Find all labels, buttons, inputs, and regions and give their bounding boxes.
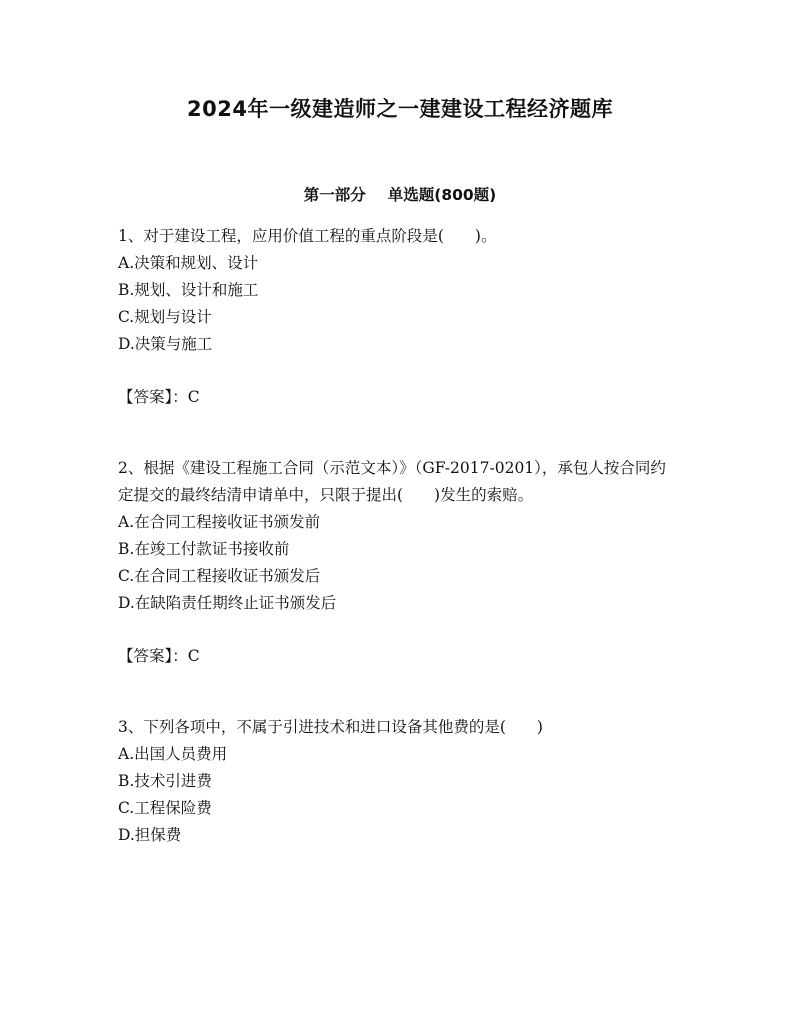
answer-text: 【答案】：C bbox=[118, 388, 200, 406]
page-title: 2024年一级建造师之一建建设工程经济题库 bbox=[187, 97, 613, 121]
option-c: C.规划与设计 bbox=[118, 308, 212, 326]
section-part-label: 第一部分 bbox=[303, 186, 366, 204]
question-item bbox=[118, 455, 678, 670]
option-d: D.在缺陷责任期终止证书颁发后 bbox=[118, 594, 337, 612]
option-list bbox=[118, 741, 678, 849]
question-item bbox=[118, 714, 678, 849]
question-item bbox=[118, 223, 678, 411]
answer-text: 【答案】：C bbox=[118, 647, 200, 665]
option-a: A.决策和规划、设计 bbox=[118, 254, 259, 272]
question-stem: 2、根据《建设工程施工合同（示范文本）》（GF-2017-0201），承包人按合同约定提交的最终结清申请单中，只限于提出( )发生的索赔。 bbox=[118, 459, 666, 504]
option-d: D.担保费 bbox=[118, 826, 182, 844]
option-b: B.规划、设计和施工 bbox=[118, 281, 259, 299]
question-stem: 3、下列各项中，不属于引进技术和进口设备其他费的是( ) bbox=[118, 718, 543, 736]
question-stem: 1、对于建设工程，应用价值工程的重点阶段是( )。 bbox=[118, 227, 497, 245]
option-d: D.决策与施工 bbox=[118, 335, 213, 353]
option-c: C.工程保险费 bbox=[118, 799, 212, 817]
option-a: A.出国人员费用 bbox=[118, 745, 228, 763]
section-heading: 单选题(800题) bbox=[387, 186, 497, 204]
section-title bbox=[0, 183, 800, 207]
question-list bbox=[118, 223, 678, 849]
option-b: B.在竣工付款证书接收前 bbox=[118, 540, 290, 558]
option-list bbox=[118, 509, 678, 617]
option-b: B.技术引进费 bbox=[118, 772, 212, 790]
option-a: A.在合同工程接收证书颁发前 bbox=[118, 513, 321, 531]
option-list bbox=[118, 250, 678, 358]
option-c: C.在合同工程接收证书颁发后 bbox=[118, 567, 321, 585]
